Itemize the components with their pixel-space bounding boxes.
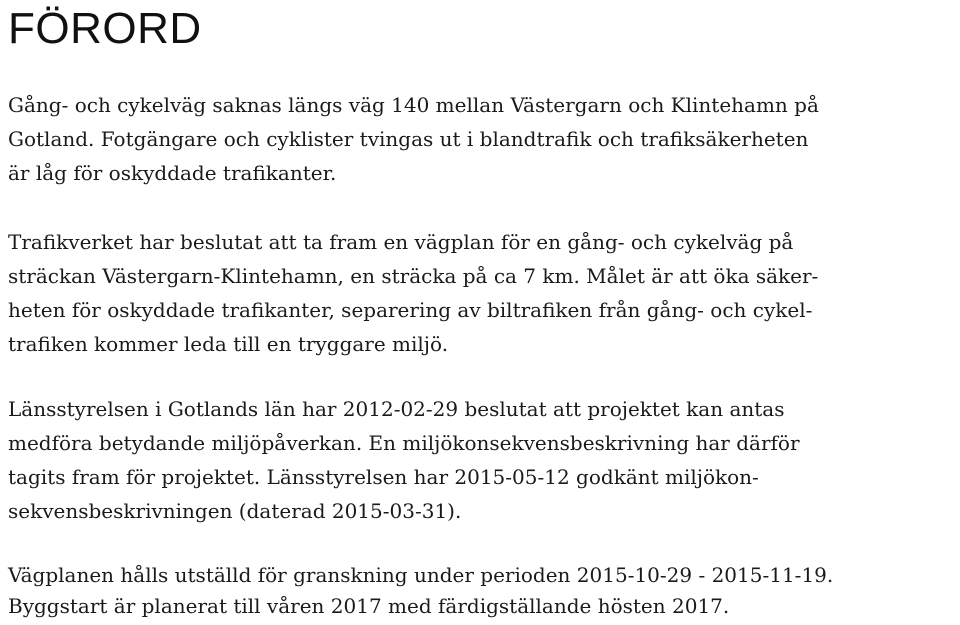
paragraph-line: sekvensbeskrivningen (daterad 2015-03-31). bbox=[8, 499, 462, 523]
paragraph-line: sträckan Västergarn-Klintehamn, en sträcka på ca 7 km. Målet är att öka säker- bbox=[8, 264, 819, 288]
paragraph-line: medföra betydande miljöpåverkan. En miljökonsekvensbeskrivning har därför bbox=[8, 431, 800, 455]
paragraph-line: är låg för oskyddade trafikanter. bbox=[8, 161, 337, 185]
page-title: FÖRORD bbox=[8, 4, 202, 53]
paragraph-line: tagits fram för projektet. Länsstyrelsen har 2015-05-12 godkänt miljökon- bbox=[8, 465, 759, 489]
paragraph-line: Länsstyrelsen i Gotlands län har 2012-02-29 beslutat att projektet kan antas bbox=[8, 397, 785, 421]
paragraph-line: Gång- och cykelväg saknas längs väg 140 mellan Västergarn och Klintehamn på bbox=[8, 93, 819, 117]
paragraph-decision bbox=[8, 225, 818, 361]
paragraph-line: Gotland. Fotgängare och cyklister tvingas ut i blandtrafik och trafiksäkerheten bbox=[8, 127, 809, 151]
paragraph-line: heten för oskyddade trafikanter, separering av biltrafiken från gång- och cykel- bbox=[8, 298, 813, 322]
paragraph-line: Vägplanen hålls utställd för granskning under perioden 2015-10-29 - 2015-11-19. bbox=[8, 563, 834, 587]
paragraph-intro bbox=[8, 88, 819, 190]
paragraph-line: Byggstart är planerat till våren 2017 med färdigställande hösten 2017. bbox=[8, 594, 730, 618]
paragraph-schedule bbox=[8, 560, 833, 622]
paragraph-line: trafiken kommer leda till en tryggare miljö. bbox=[8, 332, 449, 356]
paragraph-line: Trafikverket har beslutat att ta fram en vägplan för en gång- och cykelväg på bbox=[8, 230, 794, 254]
paragraph-environment bbox=[8, 392, 800, 528]
